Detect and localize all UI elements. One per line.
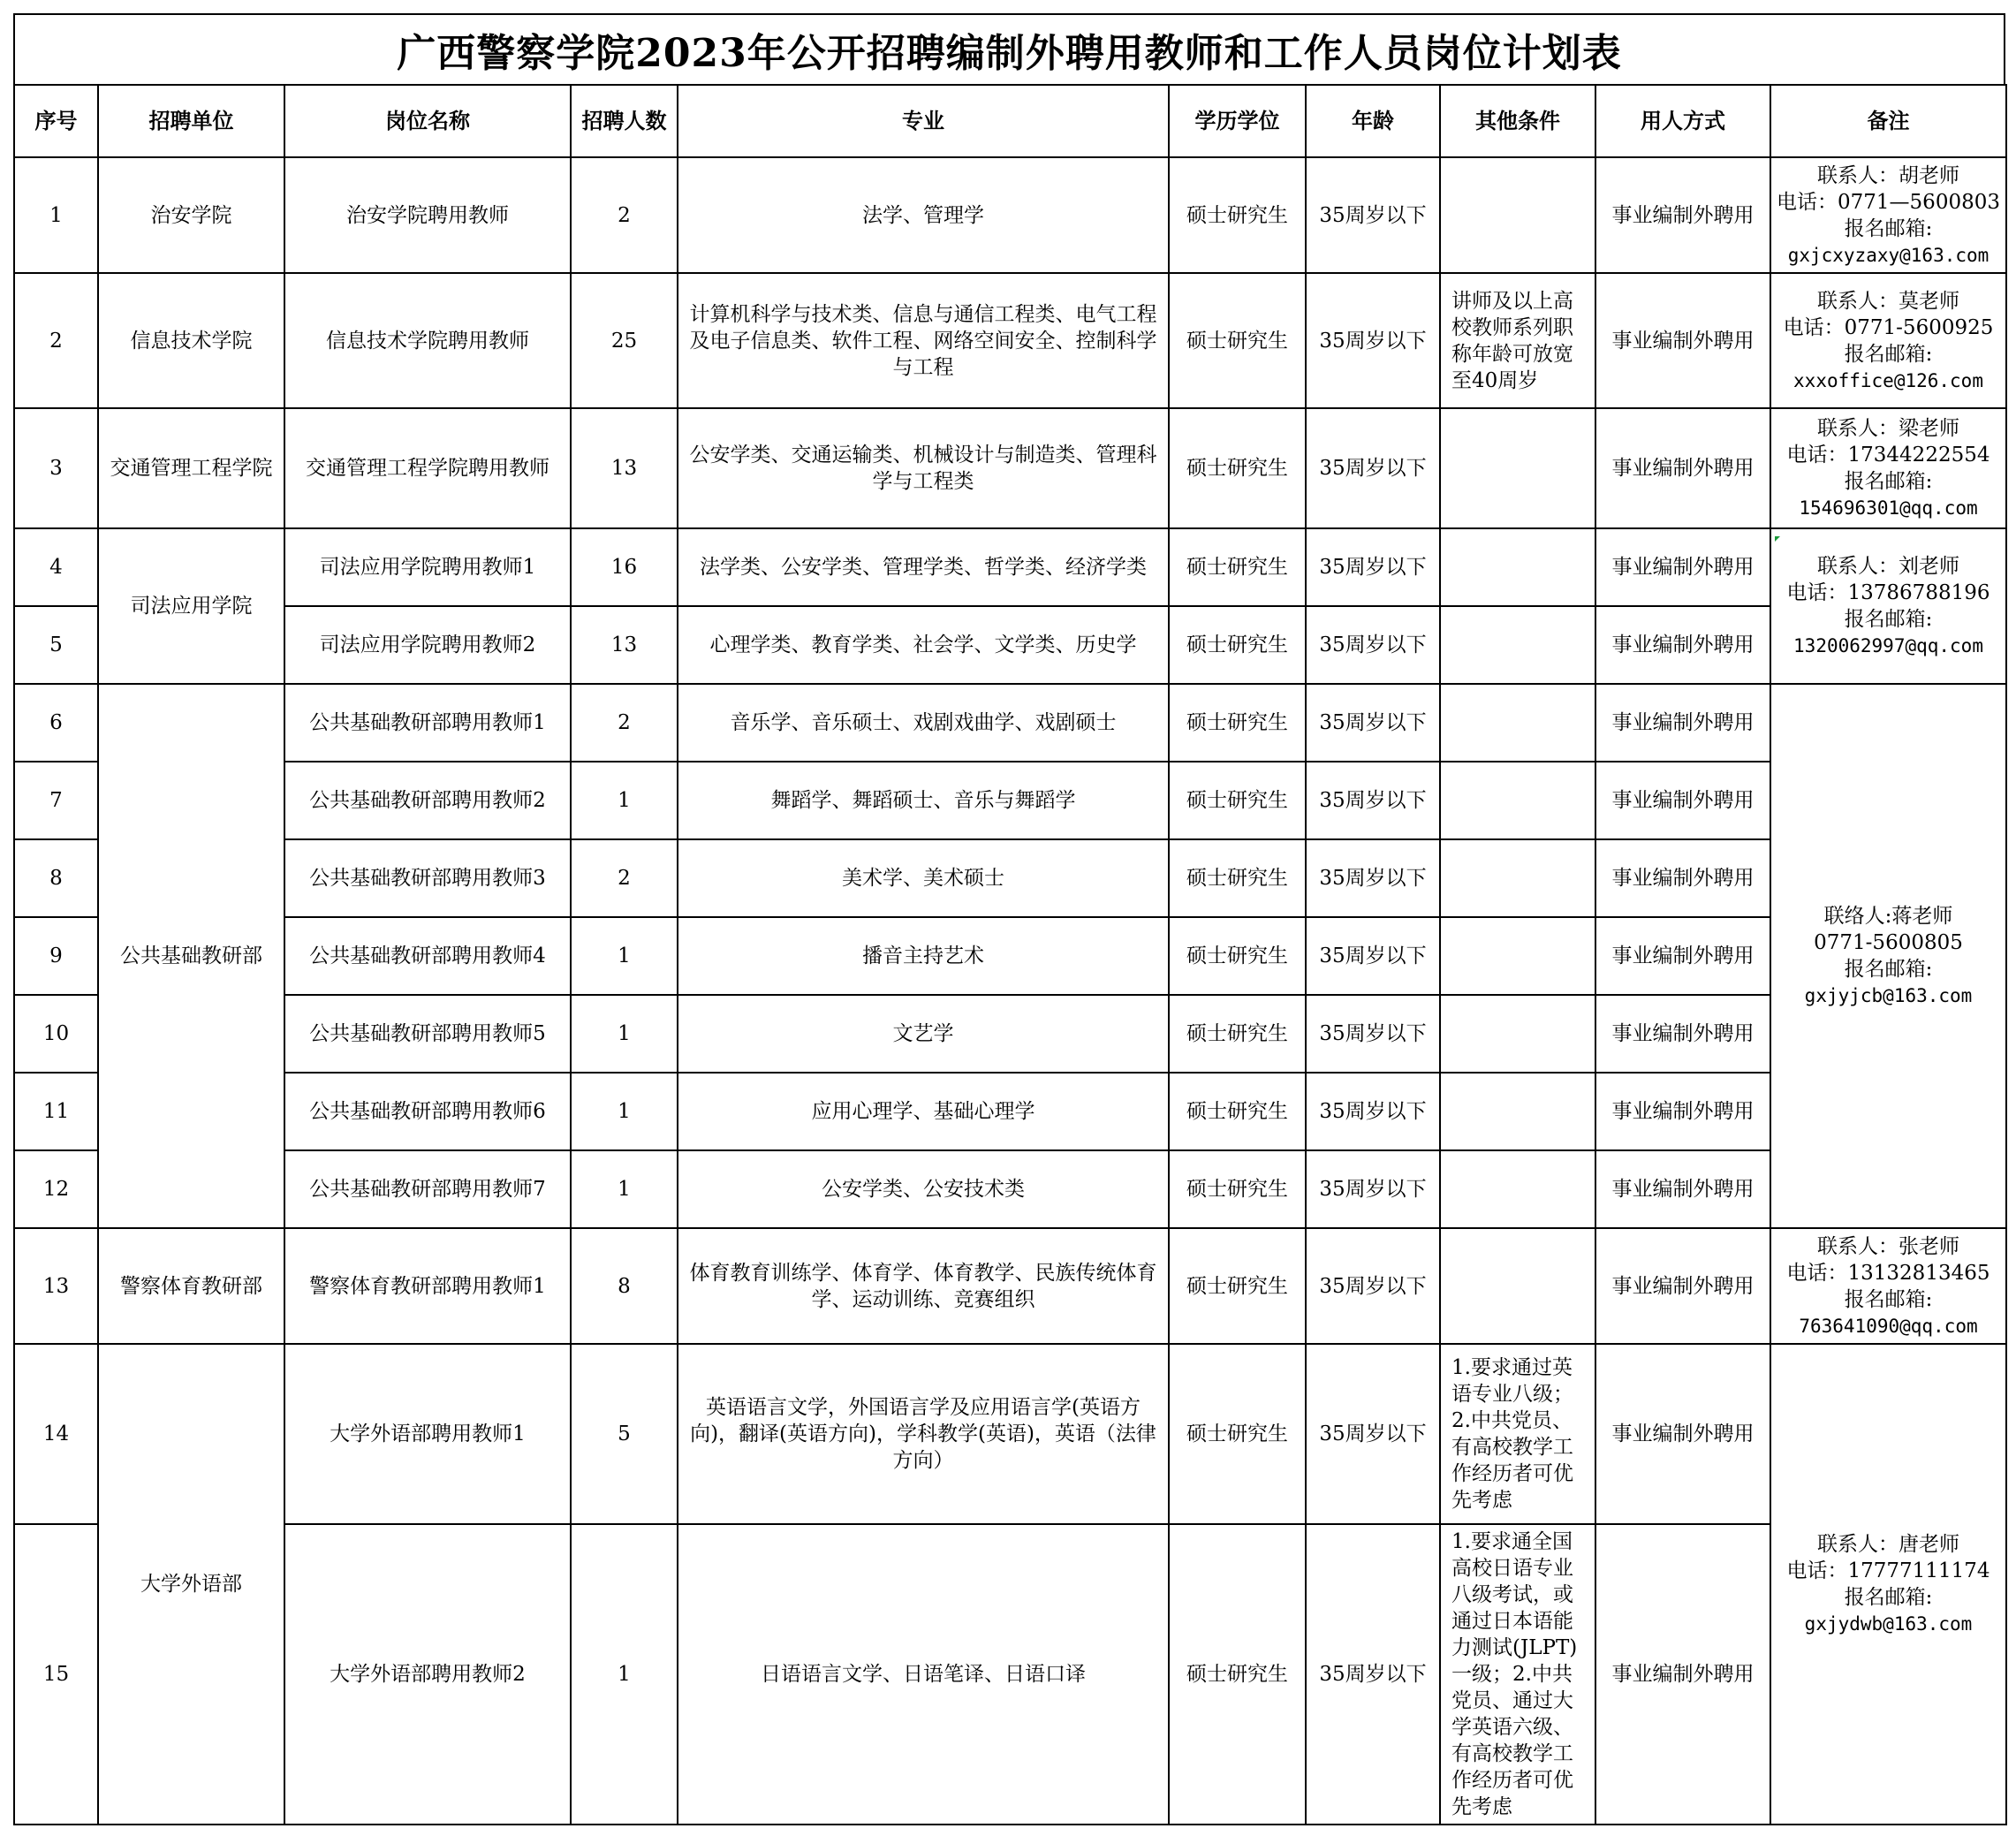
cell-major[interactable]: 计算机科学与技术类、信息与通信工程类、电气工程及电子信息类、软件工程、网络空间安全、控制科学与工程 (678, 273, 1169, 408)
cell-method[interactable]: 事业编制外聘用 (1595, 1228, 1770, 1344)
note-mail-label: 报名邮箱: (1844, 470, 1933, 493)
cell-education[interactable]: 硕士研究生 (1169, 762, 1306, 839)
cell-major[interactable]: 体育教育训练学、体育学、体育教学、民族传统体育学、运动训练、竞赛组织 (678, 1228, 1169, 1344)
cell-age[interactable]: 35周岁以下 (1306, 408, 1440, 528)
note-mail: xxxoffice@126.com (1793, 369, 1983, 391)
cell-note[interactable] (1770, 273, 2006, 408)
cell-position[interactable]: 公共基础教研部聘用教师7 (284, 1150, 571, 1228)
header-cell[interactable]: 招聘单位 (98, 85, 284, 157)
note-phone: 电话：0771—5600803 (1777, 190, 2000, 214)
cell-position[interactable]: 公共基础教研部聘用教师6 (284, 1073, 571, 1150)
cell-conditions[interactable] (1440, 917, 1595, 995)
table-row (14, 1524, 2006, 1825)
note-mail: gxjydwb@163.com (1804, 1613, 1973, 1635)
note-phone: 电话：13132813465 (1786, 1261, 1990, 1285)
cell-position[interactable]: 警察体育教研部聘用教师1 (284, 1228, 571, 1344)
note-contact: 联系人：莫老师 (1817, 289, 1959, 313)
cell-method[interactable]: 事业编制外聘用 (1595, 408, 1770, 528)
cell-age[interactable]: 35周岁以下 (1306, 1228, 1440, 1344)
cell-method[interactable]: 事业编制外聘用 (1595, 1344, 1770, 1524)
cell-no[interactable]: 1 (14, 157, 98, 273)
cell-no[interactable]: 15 (14, 1524, 98, 1825)
cell-position[interactable]: 信息技术学院聘用教师 (284, 273, 571, 408)
cell-education[interactable]: 硕士研究生 (1169, 1524, 1306, 1825)
cell-method[interactable]: 事业编制外聘用 (1595, 839, 1770, 917)
header-cell[interactable]: 其他条件 (1440, 85, 1595, 157)
cell-major[interactable]: 应用心理学、基础心理学 (678, 1073, 1169, 1150)
cell-unit[interactable]: 大学外语部 (98, 1344, 284, 1825)
cell-no[interactable]: 8 (14, 839, 98, 917)
note-contact: 联系人：胡老师 (1817, 163, 1959, 187)
note-mail-label: 报名邮箱: (1844, 608, 1933, 631)
header-cell[interactable]: 年龄 (1306, 85, 1440, 157)
cell-position[interactable]: 司法应用学院聘用教师1 (284, 528, 571, 606)
cell-position[interactable]: 治安学院聘用教师 (284, 157, 571, 273)
cell-conditions[interactable]: 讲师及以上高校教师系列职称年龄可放宽至40周岁 (1440, 273, 1595, 408)
title-cell[interactable] (13, 13, 2005, 84)
cell-education[interactable]: 硕士研究生 (1169, 684, 1306, 762)
cell-count[interactable]: 2 (571, 839, 678, 917)
cell-no[interactable]: 7 (14, 762, 98, 839)
cell-note[interactable] (1770, 408, 2006, 528)
table-row (14, 995, 2006, 1073)
table-row (14, 1228, 2006, 1344)
header-cell[interactable]: 序号 (14, 85, 98, 157)
note-contact: 联系人：张老师 (1817, 1234, 1959, 1258)
header-cell[interactable]: 专业 (678, 85, 1169, 157)
cell-age[interactable]: 35周岁以下 (1306, 528, 1440, 606)
cell-count[interactable]: 2 (571, 157, 678, 273)
cell-no[interactable]: 10 (14, 995, 98, 1073)
page-title: 广西警察学院2023年公开招聘编制外聘用教师和工作人员岗位计划表 (397, 31, 1622, 76)
cell-major[interactable]: 法学类、公安学类、管理学类、哲学类、经济学类 (678, 528, 1169, 606)
cell-unit[interactable]: 交通管理工程学院 (98, 408, 284, 528)
cell-age[interactable]: 35周岁以下 (1306, 684, 1440, 762)
cell-count[interactable]: 16 (571, 528, 678, 606)
cell-conditions[interactable] (1440, 1073, 1595, 1150)
cell-position[interactable]: 交通管理工程学院聘用教师 (284, 408, 571, 528)
note-mail: gxjyjcb@163.com (1804, 985, 1973, 1006)
cell-method[interactable]: 事业编制外聘用 (1595, 917, 1770, 995)
cell-count[interactable]: 1 (571, 995, 678, 1073)
cell-no[interactable]: 11 (14, 1073, 98, 1150)
cell-no[interactable]: 12 (14, 1150, 98, 1228)
cell-method[interactable]: 事业编制外聘用 (1595, 1524, 1770, 1825)
cell-major[interactable]: 播音主持艺术 (678, 917, 1169, 995)
note-mail-label: 报名邮箱: (1844, 216, 1933, 240)
cell-method[interactable]: 事业编制外聘用 (1595, 528, 1770, 606)
cell-age[interactable]: 35周岁以下 (1306, 273, 1440, 408)
cell-note[interactable] (1770, 684, 2006, 1228)
table-row (14, 157, 2006, 273)
note-mail-label: 报名邮箱: (1844, 1287, 1933, 1311)
cell-position[interactable]: 大学外语部聘用教师2 (284, 1524, 571, 1825)
table-row (14, 606, 2006, 684)
cell-conditions[interactable] (1440, 1228, 1595, 1344)
cell-note[interactable] (1770, 157, 2006, 273)
cell-unit[interactable]: 信息技术学院 (98, 273, 284, 408)
cell-age[interactable]: 35周岁以下 (1306, 1150, 1440, 1228)
cell-no[interactable]: 4 (14, 528, 98, 606)
cell-age[interactable]: 35周岁以下 (1306, 839, 1440, 917)
note-mail-label: 报名邮箱: (1844, 1586, 1933, 1609)
header-cell[interactable]: 学历学位 (1169, 85, 1306, 157)
cell-position[interactable]: 公共基础教研部聘用教师4 (284, 917, 571, 995)
spreadsheet-sheet (13, 13, 2005, 1826)
cell-note[interactable] (1770, 1228, 2006, 1344)
cell-count[interactable]: 8 (571, 1228, 678, 1344)
note-phone: 电话：17777111174 (1786, 1559, 1990, 1582)
cell-no[interactable]: 9 (14, 917, 98, 995)
header-cell[interactable]: 用人方式 (1595, 85, 1770, 157)
table-row (14, 762, 2006, 839)
cell-education[interactable]: 硕士研究生 (1169, 917, 1306, 995)
cell-count[interactable]: 1 (571, 762, 678, 839)
cell-count[interactable]: 1 (571, 1524, 678, 1825)
cell-education[interactable]: 硕士研究生 (1169, 408, 1306, 528)
cell-method[interactable]: 事业编制外聘用 (1595, 1073, 1770, 1150)
note-contact: 联系人：梁老师 (1817, 417, 1959, 440)
cell-major[interactable]: 舞蹈学、舞蹈硕士、音乐与舞蹈学 (678, 762, 1169, 839)
cell-age[interactable]: 35周岁以下 (1306, 1344, 1440, 1524)
note-mail: 1320062997@qq.com (1793, 635, 1983, 656)
header-cell[interactable]: 岗位名称 (284, 85, 571, 157)
cell-method[interactable]: 事业编制外聘用 (1595, 157, 1770, 273)
table-row (14, 528, 2006, 606)
cell-major[interactable]: 法学、管理学 (678, 157, 1169, 273)
cell-count[interactable]: 1 (571, 917, 678, 995)
cell-conditions[interactable] (1440, 157, 1595, 273)
cell-conditions[interactable] (1440, 1150, 1595, 1228)
cell-position[interactable]: 司法应用学院聘用教师2 (284, 606, 571, 684)
cell-age[interactable]: 35周岁以下 (1306, 157, 1440, 273)
cell-method[interactable]: 事业编制外聘用 (1595, 762, 1770, 839)
cell-education[interactable]: 硕士研究生 (1169, 1344, 1306, 1524)
cell-count[interactable]: 13 (571, 606, 678, 684)
cell-method[interactable]: 事业编制外聘用 (1595, 606, 1770, 684)
cell-major[interactable]: 公安学类、交通运输类、机械设计与制造类、管理科学与工程类 (678, 408, 1169, 528)
cell-major[interactable]: 英语语言文学，外国语言学及应用语言学(英语方向)，翻译(英语方向)，学科教学(英语)，英语（法律方向） (678, 1344, 1169, 1524)
cell-no[interactable]: 13 (14, 1228, 98, 1344)
cell-unit[interactable]: 警察体育教研部 (98, 1228, 284, 1344)
note-phone: 电话：13786788196 (1786, 581, 1990, 604)
cell-count[interactable]: 2 (571, 684, 678, 762)
table-row (14, 1150, 2006, 1228)
cell-note[interactable] (1770, 1344, 2006, 1825)
cell-conditions[interactable] (1440, 684, 1595, 762)
cell-education[interactable]: 硕士研究生 (1169, 995, 1306, 1073)
cell-education[interactable]: 硕士研究生 (1169, 273, 1306, 408)
cell-age[interactable]: 35周岁以下 (1306, 762, 1440, 839)
note-phone: 电话：0771-5600925 (1783, 315, 1994, 339)
cell-method[interactable]: 事业编制外聘用 (1595, 684, 1770, 762)
recruitment-table (13, 84, 2007, 1825)
cell-major[interactable]: 文艺学 (678, 995, 1169, 1073)
cell-education[interactable]: 硕士研究生 (1169, 1073, 1306, 1150)
cell-education[interactable]: 硕士研究生 (1169, 839, 1306, 917)
cell-major[interactable]: 公安学类、公安技术类 (678, 1150, 1169, 1228)
cell-education[interactable]: 硕士研究生 (1169, 606, 1306, 684)
table-row (14, 273, 2006, 408)
cell-education[interactable]: 硕士研究生 (1169, 1150, 1306, 1228)
cell-no[interactable]: 6 (14, 684, 98, 762)
cell-method[interactable]: 事业编制外聘用 (1595, 995, 1770, 1073)
cell-no[interactable]: 2 (14, 273, 98, 408)
cell-major[interactable]: 音乐学、音乐硕士、戏剧戏曲学、戏剧硕士 (678, 684, 1169, 762)
cell-conditions[interactable] (1440, 606, 1595, 684)
cell-position[interactable]: 公共基础教研部聘用教师1 (284, 684, 571, 762)
note-contact: 联系人：唐老师 (1817, 1533, 1959, 1556)
table-row (14, 917, 2006, 995)
cell-count[interactable]: 13 (571, 408, 678, 528)
cell-count[interactable]: 1 (571, 1073, 678, 1150)
note-mail: 154696301@qq.com (1799, 497, 1978, 519)
note-mail: 763641090@qq.com (1799, 1315, 1978, 1337)
cell-education[interactable]: 硕士研究生 (1169, 528, 1306, 606)
cell-education[interactable]: 硕士研究生 (1169, 1228, 1306, 1344)
cell-age[interactable]: 35周岁以下 (1306, 995, 1440, 1073)
cell-note[interactable] (1770, 528, 2006, 684)
cell-conditions[interactable] (1440, 762, 1595, 839)
cell-position[interactable]: 公共基础教研部聘用教师5 (284, 995, 571, 1073)
cell-conditions[interactable] (1440, 528, 1595, 606)
cell-unit[interactable]: 司法应用学院 (98, 528, 284, 684)
cell-education[interactable]: 硕士研究生 (1169, 157, 1306, 273)
cell-major[interactable]: 美术学、美术硕士 (678, 839, 1169, 917)
note-phone: 0771-5600805 (1814, 931, 1963, 954)
cell-age[interactable]: 35周岁以下 (1306, 917, 1440, 995)
cell-conditions[interactable] (1440, 995, 1595, 1073)
table-row (14, 408, 2006, 528)
note-contact: 联系人：刘老师 (1817, 555, 1959, 578)
header-cell[interactable]: 招聘人数 (571, 85, 678, 157)
cell-no[interactable]: 14 (14, 1344, 98, 1524)
cell-count[interactable]: 25 (571, 273, 678, 408)
cell-position[interactable]: 公共基础教研部聘用教师3 (284, 839, 571, 917)
cell-unit[interactable]: 公共基础教研部 (98, 684, 284, 1228)
cell-no[interactable]: 3 (14, 408, 98, 528)
cell-position[interactable]: 公共基础教研部聘用教师2 (284, 762, 571, 839)
note-mail-label: 报名邮箱: (1844, 342, 1933, 366)
note-mail-label: 报名邮箱: (1844, 958, 1933, 981)
table-row (14, 684, 2006, 762)
cell-count[interactable]: 5 (571, 1344, 678, 1524)
cell-age[interactable]: 35周岁以下 (1306, 1073, 1440, 1150)
header-row (14, 85, 2006, 157)
cell-method[interactable]: 事业编制外聘用 (1595, 273, 1770, 408)
header-cell[interactable]: 备注 (1770, 85, 2006, 157)
cell-major[interactable]: 日语语言文学、日语笔译、日语口译 (678, 1524, 1169, 1825)
cell-conditions[interactable]: 1.要求通全国高校日语专业八级考试，或通过日本语能力测试(JLPT)一级；2.中共党员、通过大学英语六级、有高校教学工作经历者可优先考虑 (1440, 1524, 1595, 1825)
table-row (14, 1073, 2006, 1150)
cell-conditions[interactable]: 1.要求通过英语专业八级；2.中共党员、有高校教学工作经历者可优先考虑 (1440, 1344, 1595, 1524)
cell-conditions[interactable] (1440, 408, 1595, 528)
cell-conditions[interactable] (1440, 839, 1595, 917)
note-phone: 电话：17344222554 (1786, 444, 1990, 467)
cell-age[interactable]: 35周岁以下 (1306, 1524, 1440, 1825)
note-mail: gxjcxyzaxy@163.com (1787, 244, 1989, 266)
table-row (14, 1344, 2006, 1524)
cell-major[interactable]: 心理学类、教育学类、社会学、文学类、历史学 (678, 606, 1169, 684)
cell-unit[interactable]: 治安学院 (98, 157, 284, 273)
note-contact: 联络人:蒋老师 (1823, 905, 1953, 928)
cell-position[interactable]: 大学外语部聘用教师1 (284, 1344, 571, 1524)
cell-method[interactable]: 事业编制外聘用 (1595, 1150, 1770, 1228)
cell-no[interactable]: 5 (14, 606, 98, 684)
table-row (14, 839, 2006, 917)
cell-count[interactable]: 1 (571, 1150, 678, 1228)
cell-age[interactable]: 35周岁以下 (1306, 606, 1440, 684)
